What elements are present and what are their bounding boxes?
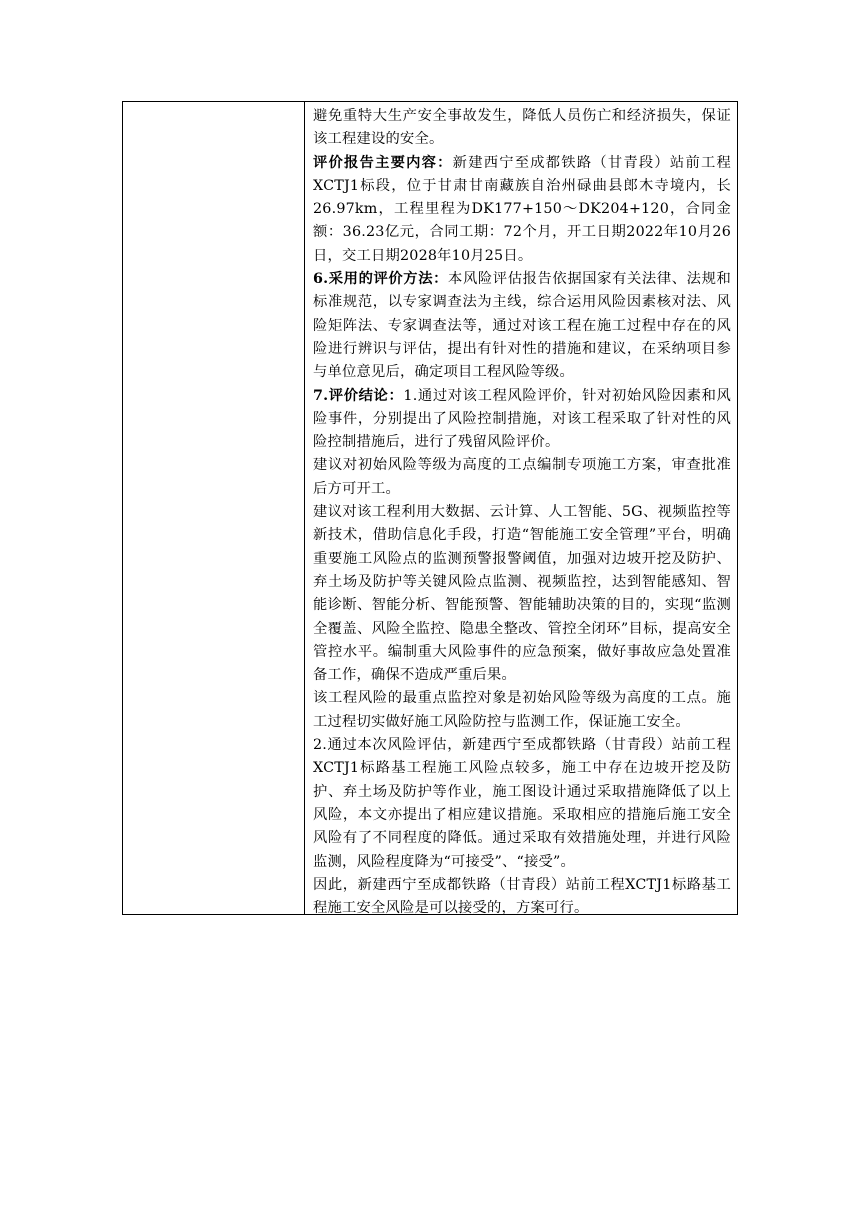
paragraph-report-content: 评价报告主要内容：新建西宁至成都铁路（甘青段）站前工程XCTJ1标段，位于甘肃甘南藏族自治州碌曲县郎木寺境内，长26.97km，工程里程为DK177+150～DK204+120，合同金额：36.23亿元，合同工期：72个月，开工日期2022年10月26日，交工日期2028年10月25日。 — [313, 154, 731, 264]
paragraph-final-conclusion: 因此，新建西宁至成都铁路（甘青段）站前工程XCTJ1标路基工程施工安全风险是可以接受的，方案可行。 — [313, 876, 731, 917]
paragraph-intro-continuation: 避免重特大生产安全事故发生，降低人员伤亡和经济损失，保证该工程建设的安全。 — [313, 108, 731, 148]
paragraph-conclusion-2: 2.通过本次风险评估，新建西宁至成都铁路（甘青段）站前工程XCTJ1标路基工程施工风险点较多，施工中存在边坡开挖及防护、弃土场及防护等作业，施工图设计通过采取措施降低了以上风险，本文亦提出了相应建议措施。采取相应的措施后施工安全风险有了不同程度的降低。通过采取有效措施处理，并进行风险监测，风险程度降为“可接受”、“接受”。 — [313, 737, 731, 870]
section-label: 6.采用的评价方法： — [313, 271, 449, 288]
table-label-cell — [123, 102, 305, 914]
paragraph-recommendation-2: 建议对该工程利用大数据、云计算、人工智能、5G、视频监控等新技术，借助信息化手段，打造“智能施工安全管理”平台，明确重要施工风险点的监测预警报警阈值，加强对边坡开挖及防护、弃土场及防护等关键风险点监测、视频监控，达到智能感知、智能诊断、智能分析、智能预警、智能辅助决策的目的，实现“监测全覆盖、风险全监控、隐患全整改、管控全闭环”目标，提高安全管控水平。编制重大风险事件的应急预案，做好事故应急处置准备工作，确保不造成严重后果。 — [313, 504, 731, 684]
paragraph-recommendation-1: 建议对初始风险等级为高度的工点编制专项施工方案，审查批准后方可开工。 — [313, 457, 731, 497]
report-table — [122, 101, 738, 915]
paragraph-evaluation-method: 6.采用的评价方法：本风险评估报告依据国家有关法律、法规和标准规范，以专家调查法为主线，综合运用风险因素核对法、风险矩阵法、专家调查法等，通过对该工程在施工过程中存在的风险进行辨识与评估，提出有针对性的措施和建议，在采纳项目参与单位意见后，确定项目工程风险等级。 — [313, 271, 731, 381]
table-content-cell — [305, 102, 737, 917]
paragraph-evaluation-conclusion: 7.评价结论：1.通过对该工程风险评价，针对初始风险因素和风险事件，分别提出了风险控制措施，对该工程采取了针对性的风险控制措施后，进行了残留风险评价。 — [313, 387, 731, 451]
section-label: 7.评价结论： — [313, 387, 404, 404]
section-label: 评价报告主要内容： — [313, 154, 453, 171]
paragraph-key-monitoring: 该工程风险的最重点监控对象是初始风险等级为高度的工点。施工过程切实做好施工风险防控与监测工作，保证施工安全。 — [313, 690, 731, 730]
